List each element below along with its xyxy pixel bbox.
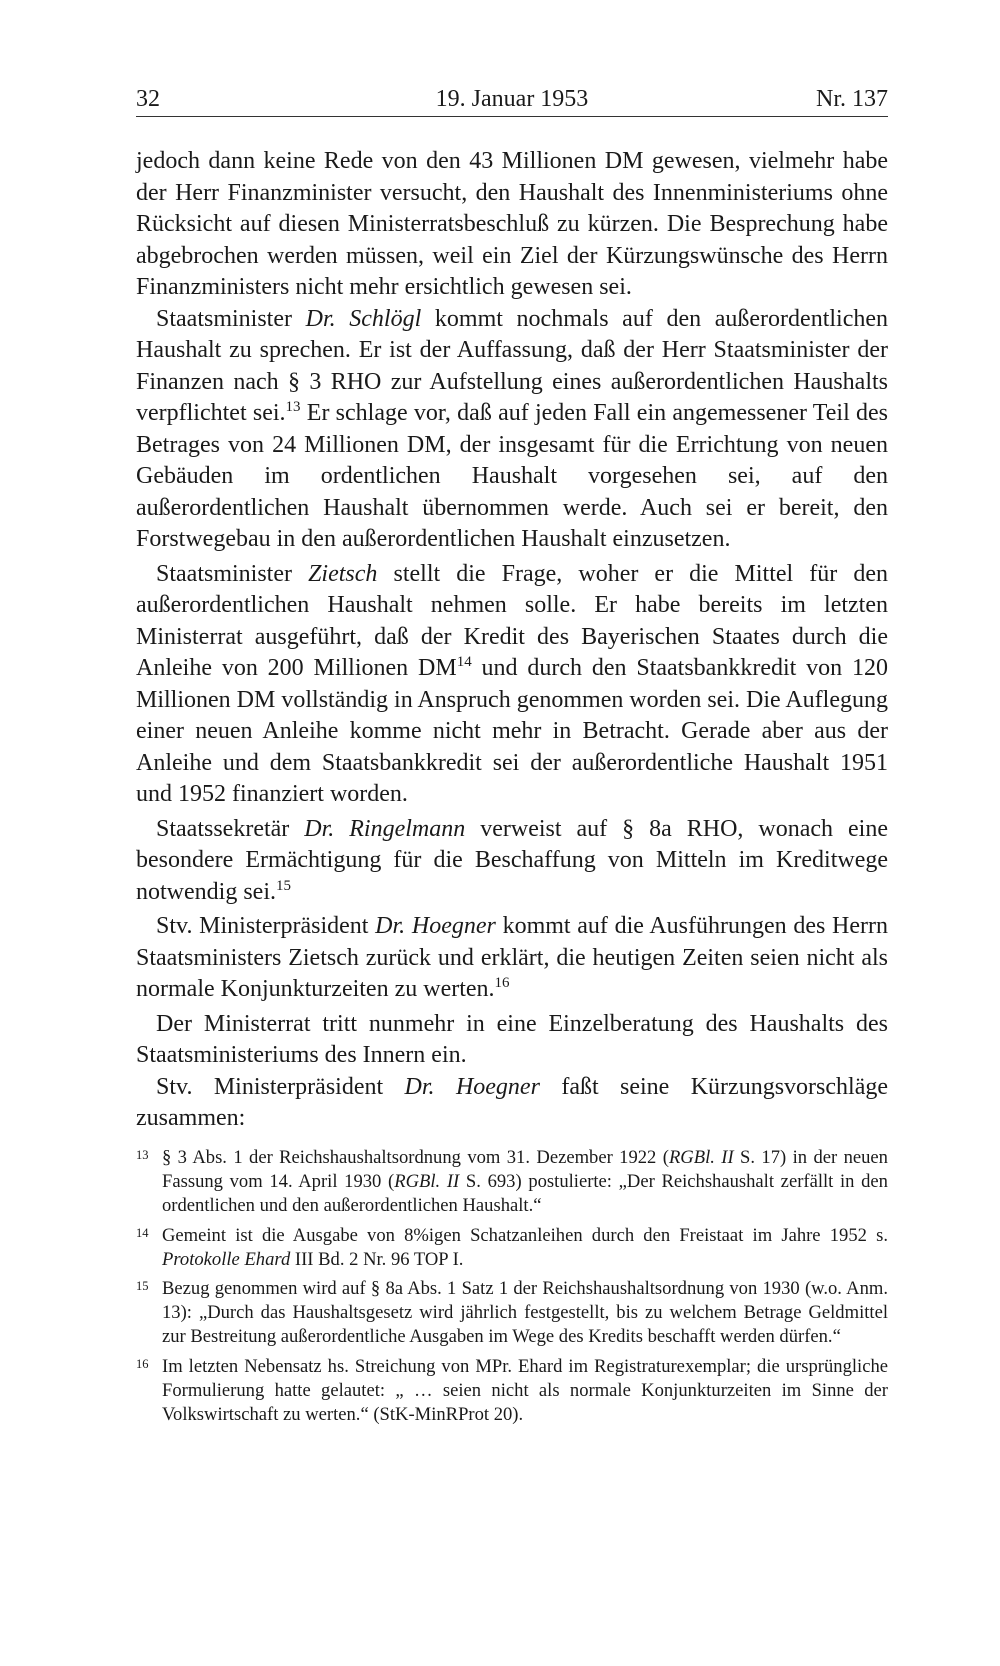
page-number: 32 <box>136 86 160 112</box>
paragraph: Stv. Ministerpräsident Dr. Hoegner kommt auf die Ausführungen des Herrn Staatsministers Zietsch zurück und erklärt, die heutigen Zeiten seien nicht als normale Konjunkturzeiten zu werten.$^{16}$ <box>136 913 888 1002</box>
speaker-name: Dr. Hoegner <box>375 913 496 939</box>
paragraph: Staatsminister Zietsch stellt die Frage, woher er die Mittel für den außerordentlichen Haushalt nehmen solle. Er habe bereits im letzten Ministerrat ausgeführt, daß der Kredit des Bayerischen Staates durch die Anleihe von 200 Millionen DM$^{14}$ und durch den Staatsbankkredit von 120 Millionen DM vollständig in Anspruch genommen worden sei. Die Auflegung einer neuen Anleihe komme nicht mehr in Betracht. Gerade aber aus der Anleihe und dem Staatsbankkredit sei der außerordentliche Haushalt 1951 und 1952 finanziert worden. <box>136 560 889 807</box>
protocol-number: Nr. 137 <box>816 86 888 112</box>
speaker-name: Dr. Ringelmann <box>304 815 466 842</box>
footnote-reference[interactable]: 15 <box>275 877 291 894</box>
footnote: 16 Im letzten Nebensatz hs. Streichung von MPr. Ehard im Registraturexemplar; die ursprüngliche Formulierung hatte gelautet: „ … seien nicht als normale Konjunkturzeiten im Sinne der Volkswirtschaft zu werten.“ (StK-MinRProt 20). <box>136 1355 888 1426</box>
paragraph: Staatsminister Dr. Schlögl kommt nochmals auf den außerordentlichen Haushalt zu sprechen. Er ist der Auffassung, daß der Herr Staatsminister der Finanzen nach § 3 RHO zur Aufstellung eines außerordentlichen Haushalts verpflichtet sei.$^{13}$ Er schlage vor, daß auf jeden Fall ein angemessener Teil des Betrages von 24 Millionen DM, der insgesamt für die Errichtung von neuen Gebäuden im ordentlichen Haushalt vorgesehen sei, auf den außerordentlichen Haushalt übernommen werde. Auch sei er bereit, den Forstwegebau in den außerordentlichen Haushalt einzusetzen. <box>136 305 888 552</box>
footnote: 13 § 3 Abs. 1 der Reichshaushaltsordnung vom 31. Dezember 1922 (RGBl. II S. 17) in der neuen Fassung vom 14. April 1930 (RGBl. II S. 693) postulierte: „Der Reichshaushalt zerfällt in den ordentlichen und den außerordentlichen Haushalt.“ <box>136 1147 888 1217</box>
running-header <box>136 82 888 117</box>
paragraph: Stv. Ministerpräsident Dr. Hoegner faßt seine Kürzungsvorschläge zusammen: <box>136 1073 888 1131</box>
paragraph: jedoch dann keine Rede von den 43 Millionen DM gewesen, vielmehr habe der Herr Finanzminister versucht, den Haushalt des Innenministeriums ohne Rücksicht auf diesen Ministerratsbeschluß zu kürzen. Die Besprechung habe abgebrochen werden müssen, weil ein Ziel der Kürzungswünsche des Herrn Finanzministers nicht mehr ersichtlich gewesen sei. <box>136 148 888 300</box>
footnote-number: 13 <box>136 1148 149 1162</box>
footnote-reference[interactable]: 16 <box>494 975 510 991</box>
body-text <box>136 146 888 1135</box>
footnote-reference[interactable]: 13 <box>285 399 301 415</box>
footnote: 15 Bezug genommen wird auf § 8a Abs. 1 Satz 1 der Reichshaushaltsordnung von 1930 (w.o. Anm. 13): „Durch das Haushaltsgesetz wird jährlich festgestellt, bis zu welchem Betrage Geldmittel zur Bestreitung außerordentliche Ausgaben im Wege des Kredits beschafft werden dürfen.“ <box>136 1278 888 1348</box>
footnote-number: 14 <box>136 1225 149 1240</box>
paragraph: Staatssekretär Dr. Ringelmann verweist auf § 8a RHO, wonach eine besondere Ermächtigung für die Beschaffung von Mitteln im Kreditwege notwendig sei.$^{15}$ <box>136 815 888 905</box>
speaker-name: Dr. Schlögl <box>305 305 422 332</box>
speaker-name: Zietsch <box>308 560 378 587</box>
footnotes <box>136 1146 888 1432</box>
footnote-reference[interactable]: 14 <box>456 654 472 670</box>
paragraph: Der Ministerrat tritt nunmehr in eine Einzelberatung des Haushalts des Staatsministeriums des Innern ein. <box>136 1010 888 1068</box>
header-date: 19. Januar 1953 <box>435 86 589 112</box>
footnote-number: 15 <box>136 1279 149 1294</box>
speaker-name: Dr. Hoegner <box>404 1073 540 1100</box>
footnote: 14 Gemeint ist die Ausgabe von 8%igen Schatzanleihen durch den Freistaat im Jahre 1952 s. Protokolle Ehard III Bd. 2 Nr. 96 TOP I. <box>136 1224 888 1270</box>
footnote-number: 16 <box>136 1356 149 1371</box>
